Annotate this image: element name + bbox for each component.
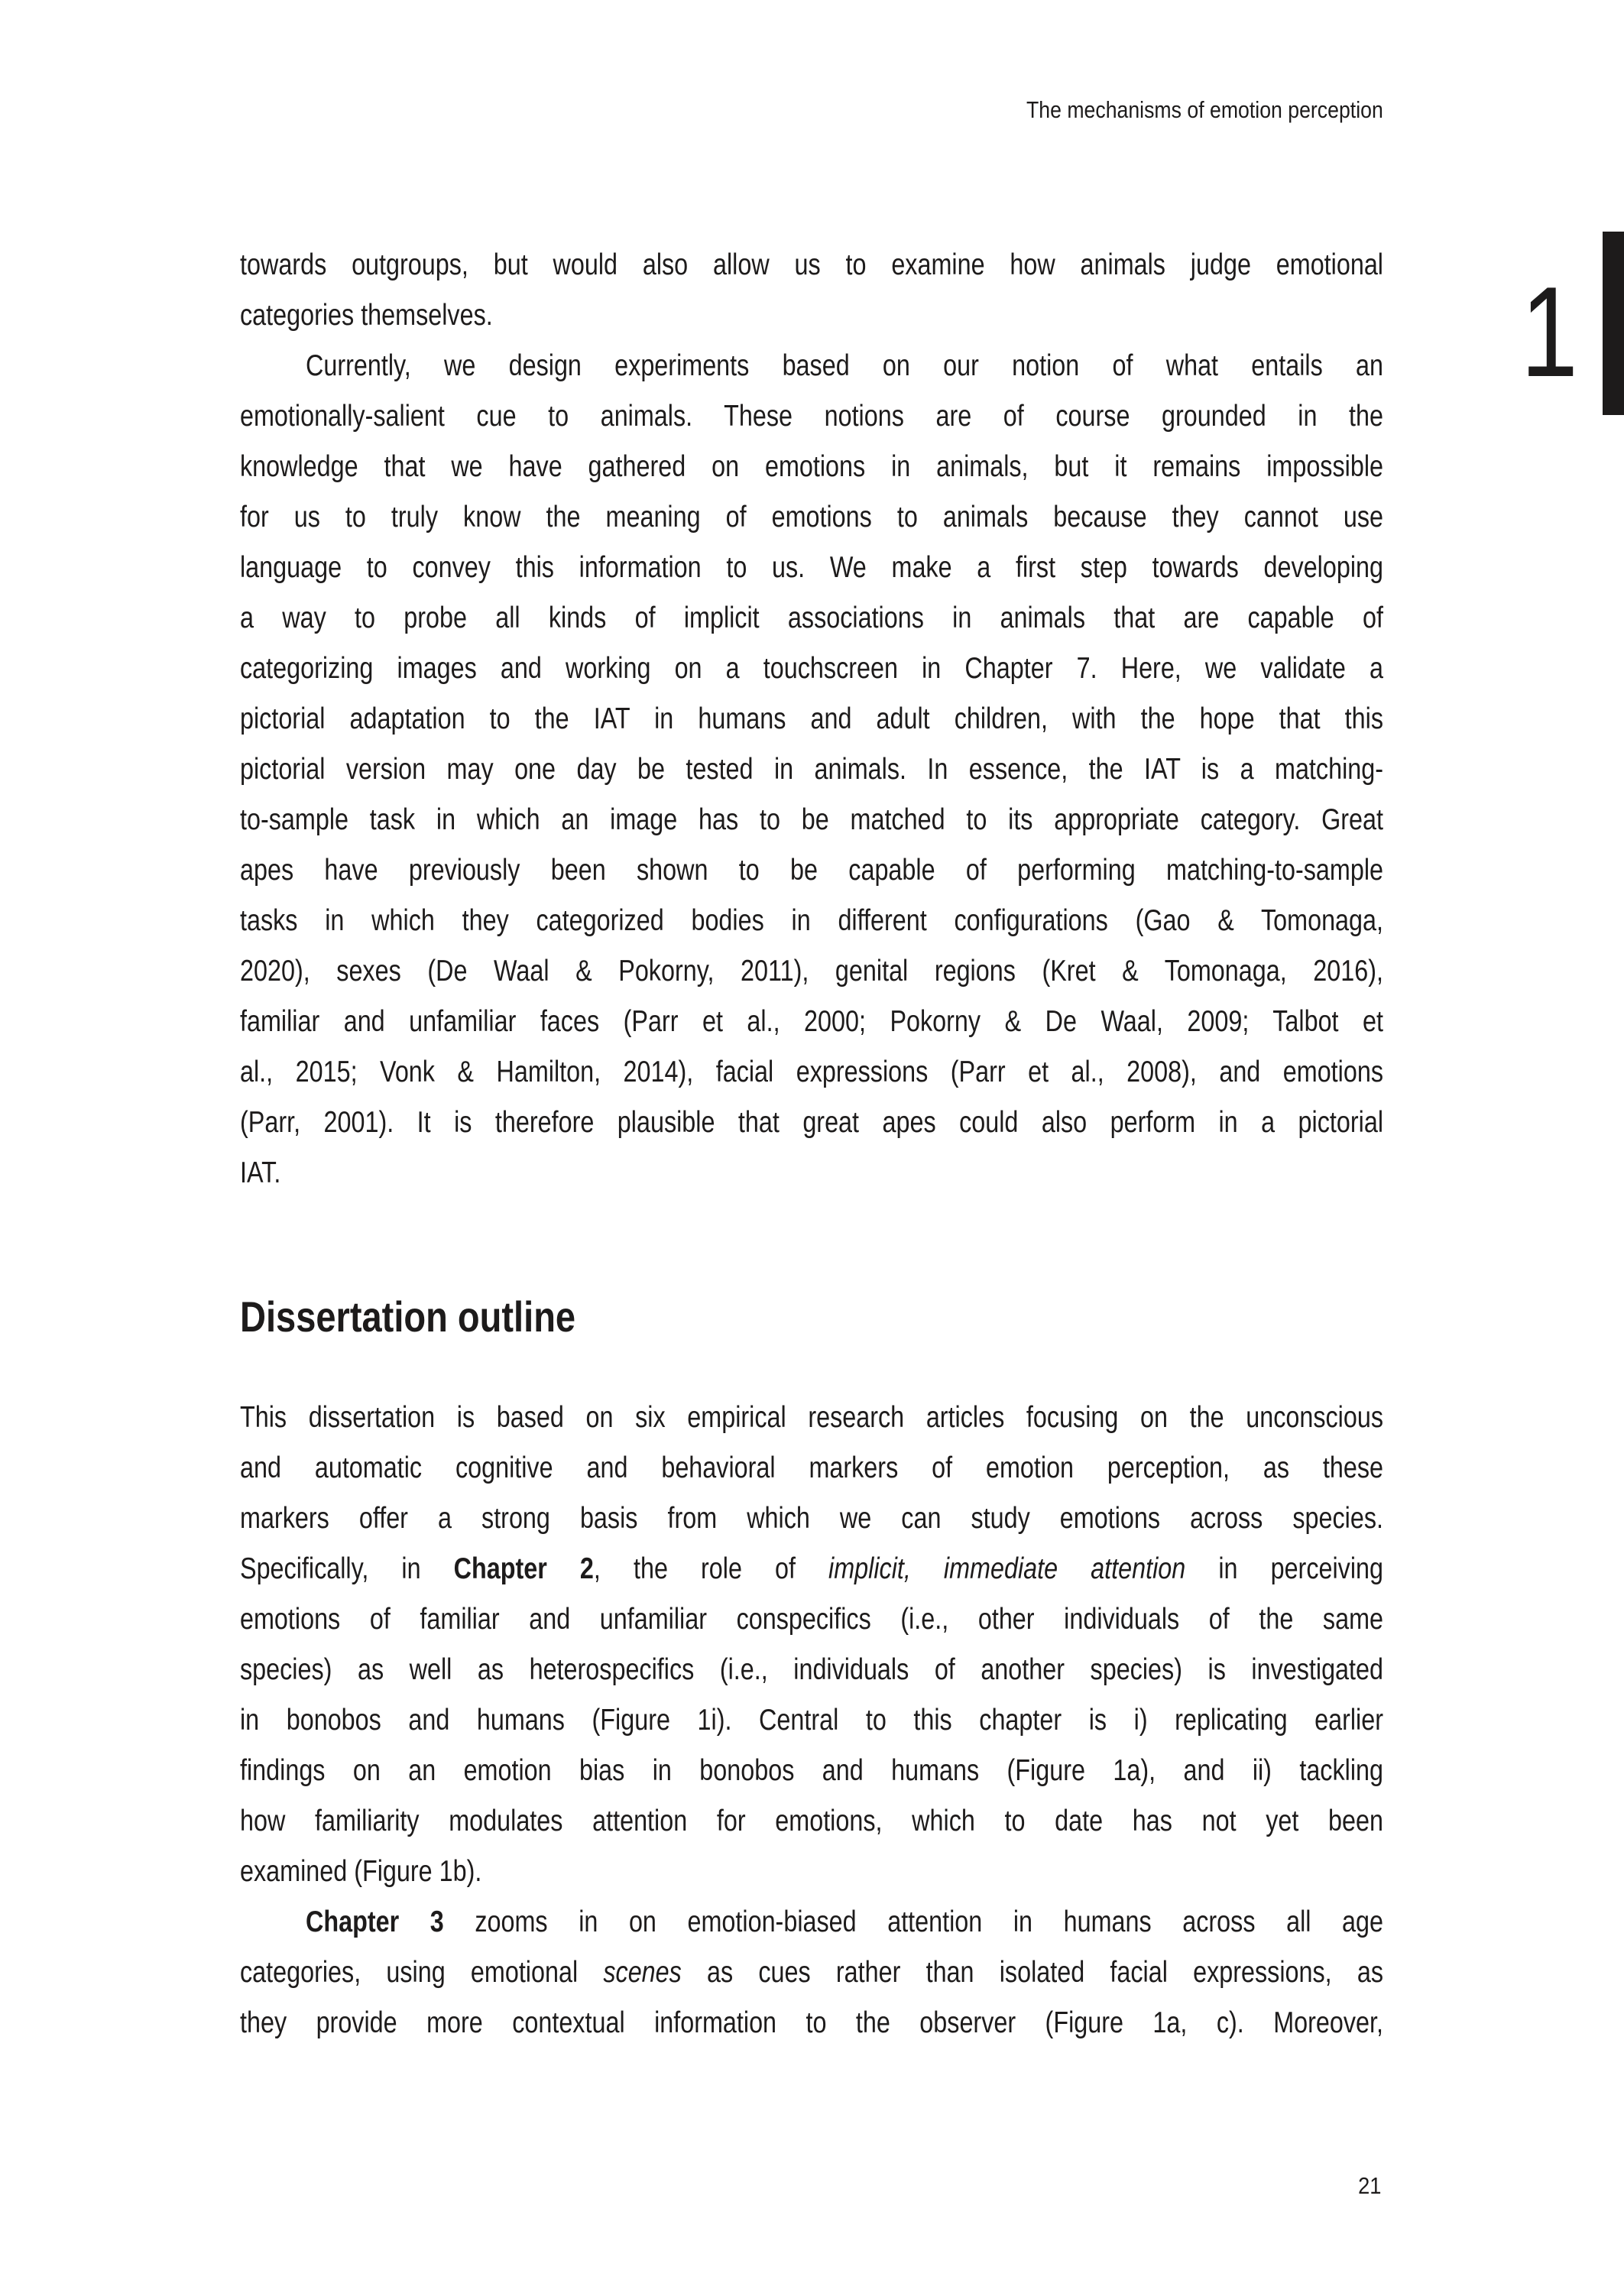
text-run: emotionally-salient cue to animals. These notions are of course grounded in the: [240, 400, 1384, 433]
text-line: [240, 988, 1383, 1039]
text-line: [240, 1140, 1383, 1190]
text-run: categories themselves.: [240, 299, 493, 332]
text-line: [240, 938, 1383, 988]
text-run: al., 2015; Vonk & Hamilton, 2014), facial expressions (Parr et al., 2008), and emotions: [240, 1056, 1384, 1088]
text-line: [240, 383, 1383, 433]
text-line: [240, 1737, 1383, 1788]
text-run: as cues rather than isolated facial expressions, as: [681, 1956, 1384, 1989]
text-run: (Parr, 2001). It is therefore plausible that great apes could also perform in a pictorial: [240, 1106, 1384, 1139]
text-line: [240, 1485, 1383, 1536]
text-run: pictorial version may one day be tested in animals. In essence, the IAT is a matching-: [240, 753, 1384, 786]
text-run: Specifically, in: [240, 1552, 454, 1585]
text-line: [240, 1838, 1383, 1889]
text-line: [240, 484, 1383, 534]
bold-run: Chapter 2: [453, 1552, 594, 1585]
text-line: [240, 1636, 1383, 1687]
text-run: tasks in which they categorized bodies in different configurations (Gao & Tomonaga,: [240, 904, 1384, 937]
text-run: in bonobos and humans (Figure 1i). Central to this chapter is i) replicating earlier: [240, 1704, 1384, 1737]
chapter-tab-number: 1: [1521, 260, 1578, 404]
text-run: This dissertation is based on six empirical research articles focusing on the unconscious: [240, 1401, 1384, 1434]
text-run: how familiarity modulates attention for emotions, which to date has not yet been: [240, 1805, 1384, 1837]
text-run: apes have previously been shown to be capable of performing matching-to-sample: [240, 854, 1384, 887]
text-line: [240, 887, 1383, 938]
text-line: [240, 1990, 1383, 2040]
text-run: IAT.: [240, 1156, 281, 1189]
text-run: for us to truly know the meaning of emotions to animals because they cannot use: [240, 501, 1383, 534]
text-line: [240, 1889, 1383, 1939]
text-line: [240, 1039, 1383, 1089]
text-run: Currently, we design experiments based on our notion of what entails an: [306, 349, 1384, 382]
text-line: [240, 1586, 1383, 1636]
page-number: 21: [1357, 2172, 1381, 2199]
running-header: The mechanisms of emotion perception: [1026, 96, 1383, 123]
text-line: [240, 232, 1383, 282]
italic-run: scenes: [603, 1956, 682, 1989]
text-run: and automatic cognitive and behavioral markers of emotion perception, as these: [240, 1451, 1384, 1484]
text-line: [240, 686, 1383, 736]
text-run: language to convey this information to us. We make a first step towards developing: [240, 551, 1383, 584]
text-run: species) as well as heterospecifics (i.e., individuals of another species) is investigated: [240, 1653, 1384, 1686]
text-run: familiar and unfamiliar faces (Parr et al., 2000; Pokorny & De Waal, 2009; Talbot et: [240, 1005, 1384, 1038]
text-line: [240, 1089, 1383, 1140]
text-line: [240, 433, 1383, 484]
text-line: [240, 1939, 1383, 1990]
text-run: 2020), sexes (De Waal & Pokorny, 2011), genital regions (Kret & Tomonaga, 2016),: [240, 955, 1384, 988]
text-run: categories, using emotional: [240, 1956, 604, 1989]
text-line: [240, 837, 1383, 887]
text-line: [240, 282, 1383, 332]
text-run: pictorial adaptation to the IAT in humans and adult children, with the hope that this: [240, 702, 1384, 735]
italic-run: implicit, immediate attention: [828, 1552, 1186, 1585]
text-line: [240, 1435, 1383, 1485]
chapter-tab-bar: [1603, 232, 1624, 415]
text-line: [240, 635, 1383, 686]
text-run: , the role of: [593, 1552, 829, 1585]
text-run: categorizing images and working on a touchscreen in Chapter 7. Here, we validate a: [240, 652, 1384, 685]
text-run: examined (Figure 1b).: [240, 1855, 482, 1888]
text-run: findings on an emotion bias in bonobos and humans (Figure 1a), and ii) tackling: [240, 1754, 1384, 1787]
text-run: in perceiving: [1185, 1552, 1384, 1585]
text-line: [240, 1536, 1383, 1586]
text-line: [240, 786, 1383, 837]
text-line: [240, 332, 1383, 383]
text-line: [240, 585, 1383, 635]
text-run: knowledge that we have gathered on emotions in animals, but it remains impossible: [240, 450, 1384, 483]
text-run: towards outgroups, but would also allow us to examine how animals judge emotional: [240, 248, 1384, 281]
section-heading: Dissertation outline: [240, 1292, 576, 1341]
text-line: [240, 1788, 1383, 1838]
text-run: to-sample task in which an image has to be matched to its appropriate category. Great: [240, 803, 1384, 836]
text-run: markers offer a strong basis from which we can study emotions across species.: [240, 1502, 1384, 1535]
bold-run: Chapter 3: [306, 1905, 444, 1938]
text-run: zooms in on emotion-biased attention in humans across all age: [443, 1905, 1384, 1938]
text-line: [240, 534, 1383, 585]
text-run: emotions of familiar and unfamiliar conspecifics (i.e., other individuals of the same: [240, 1603, 1384, 1636]
text-line: [240, 736, 1383, 786]
text-line: [240, 1384, 1383, 1435]
text-run: a way to probe all kinds of implicit associations in animals that are capable of: [240, 602, 1384, 634]
text-run: they provide more contextual information to the observer (Figure 1a, c). Moreover,: [240, 2006, 1384, 2039]
text-line: [240, 1687, 1383, 1737]
